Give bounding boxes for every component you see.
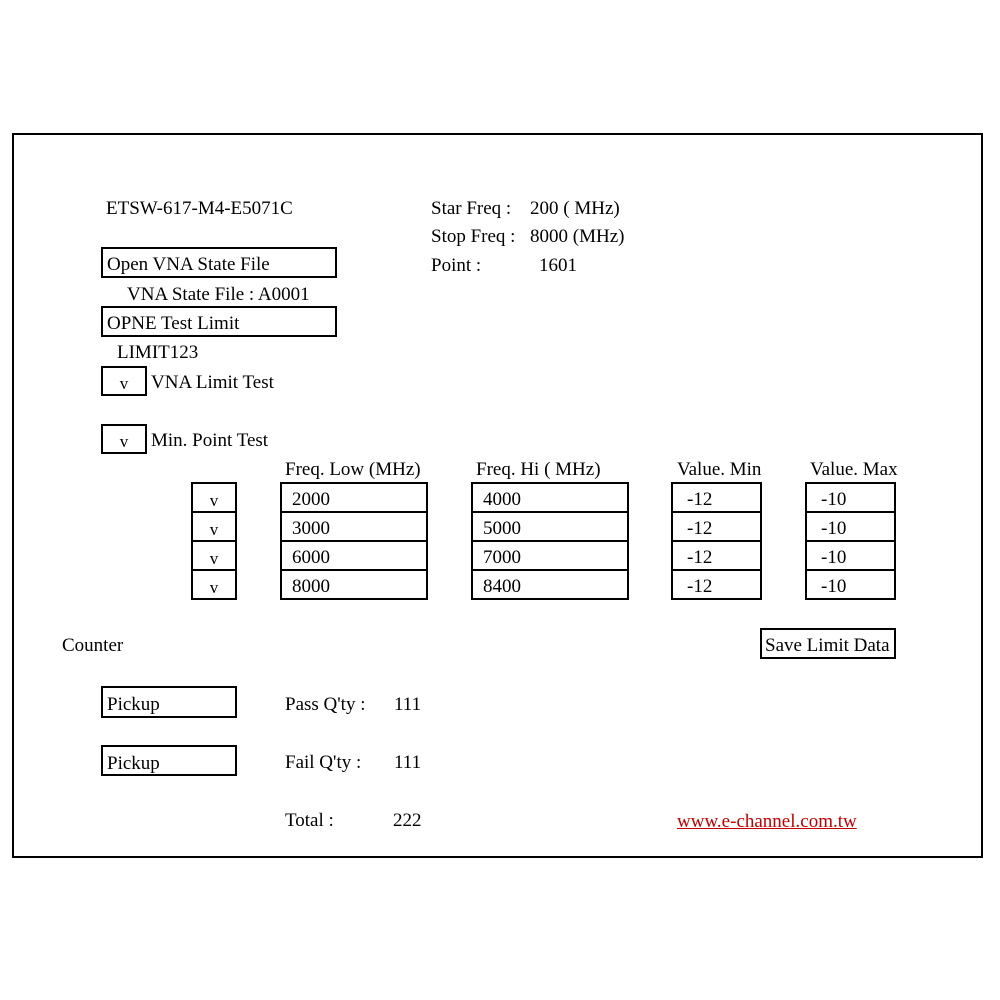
header-value-max: Value. Max (810, 459, 898, 480)
open-vna-state-file-button[interactable]: Open VNA State File (101, 247, 337, 278)
fail-qty-value: 111 (394, 752, 422, 773)
value-min-input[interactable]: -12 (671, 482, 762, 513)
save-limit-data-button[interactable]: Save Limit Data (760, 628, 896, 659)
freq-low-input[interactable]: 2000 (280, 482, 428, 513)
open-test-limit-button[interactable]: OPNE Test Limit (101, 306, 337, 337)
freq-hi-input[interactable]: 5000 (471, 511, 629, 542)
freq-hi-input[interactable]: 4000 (471, 482, 629, 513)
stop-freq-label: Stop Freq : (431, 226, 516, 247)
value-min-input[interactable]: -12 (671, 540, 762, 571)
row-enable-checkbox[interactable]: v (191, 569, 237, 600)
min-point-test-checkbox[interactable]: v (101, 424, 147, 454)
pass-qty-label: Pass Q'ty : (285, 694, 366, 715)
row-enable-checkbox[interactable]: v (191, 540, 237, 571)
freq-low-input[interactable]: 8000 (280, 569, 428, 600)
value-max-input[interactable]: -10 (805, 511, 896, 542)
model-title: ETSW-617-M4-E5071C (106, 198, 293, 219)
point-label: Point : (431, 255, 482, 276)
min-point-test-label: Min. Point Test (151, 430, 269, 451)
total-value: 222 (393, 810, 422, 831)
vna-limit-test-checkbox[interactable]: v (101, 366, 147, 396)
freq-low-input[interactable]: 3000 (280, 511, 428, 542)
header-freq-low: Freq. Low (MHz) (285, 459, 421, 480)
pass-pickup-button[interactable]: Pickup (101, 686, 237, 718)
header-value-min: Value. Min (677, 459, 762, 480)
pass-qty-value: 111 (394, 694, 422, 715)
header-freq-hi: Freq. Hi ( MHz) (476, 459, 601, 480)
value-min-input[interactable]: -12 (671, 511, 762, 542)
test-limit-file-name: LIMIT123 (117, 342, 199, 363)
freq-low-input[interactable]: 6000 (280, 540, 428, 571)
value-max-input[interactable]: -10 (805, 569, 896, 600)
start-freq-value: 200 ( MHz) (530, 198, 620, 219)
freq-hi-input[interactable]: 8400 (471, 569, 629, 600)
value-max-input[interactable]: -10 (805, 540, 896, 571)
fail-qty-label: Fail Q'ty : (285, 752, 362, 773)
counter-title: Counter (62, 635, 124, 656)
vna-state-file-name: VNA State File : A0001 (127, 284, 310, 305)
vna-limit-test-label: VNA Limit Test (151, 372, 274, 393)
value-max-input[interactable]: -10 (805, 482, 896, 513)
website-link[interactable]: www.e-channel.com.tw (677, 811, 857, 832)
fail-pickup-button[interactable]: Pickup (101, 745, 237, 776)
total-label: Total : (285, 810, 334, 831)
row-enable-checkbox[interactable]: v (191, 482, 237, 513)
start-freq-label: Star Freq : (431, 198, 512, 219)
stop-freq-value: 8000 (MHz) (530, 226, 625, 247)
value-min-input[interactable]: -12 (671, 569, 762, 600)
row-enable-checkbox[interactable]: v (191, 511, 237, 542)
point-value: 1601 (539, 255, 577, 276)
freq-hi-input[interactable]: 7000 (471, 540, 629, 571)
